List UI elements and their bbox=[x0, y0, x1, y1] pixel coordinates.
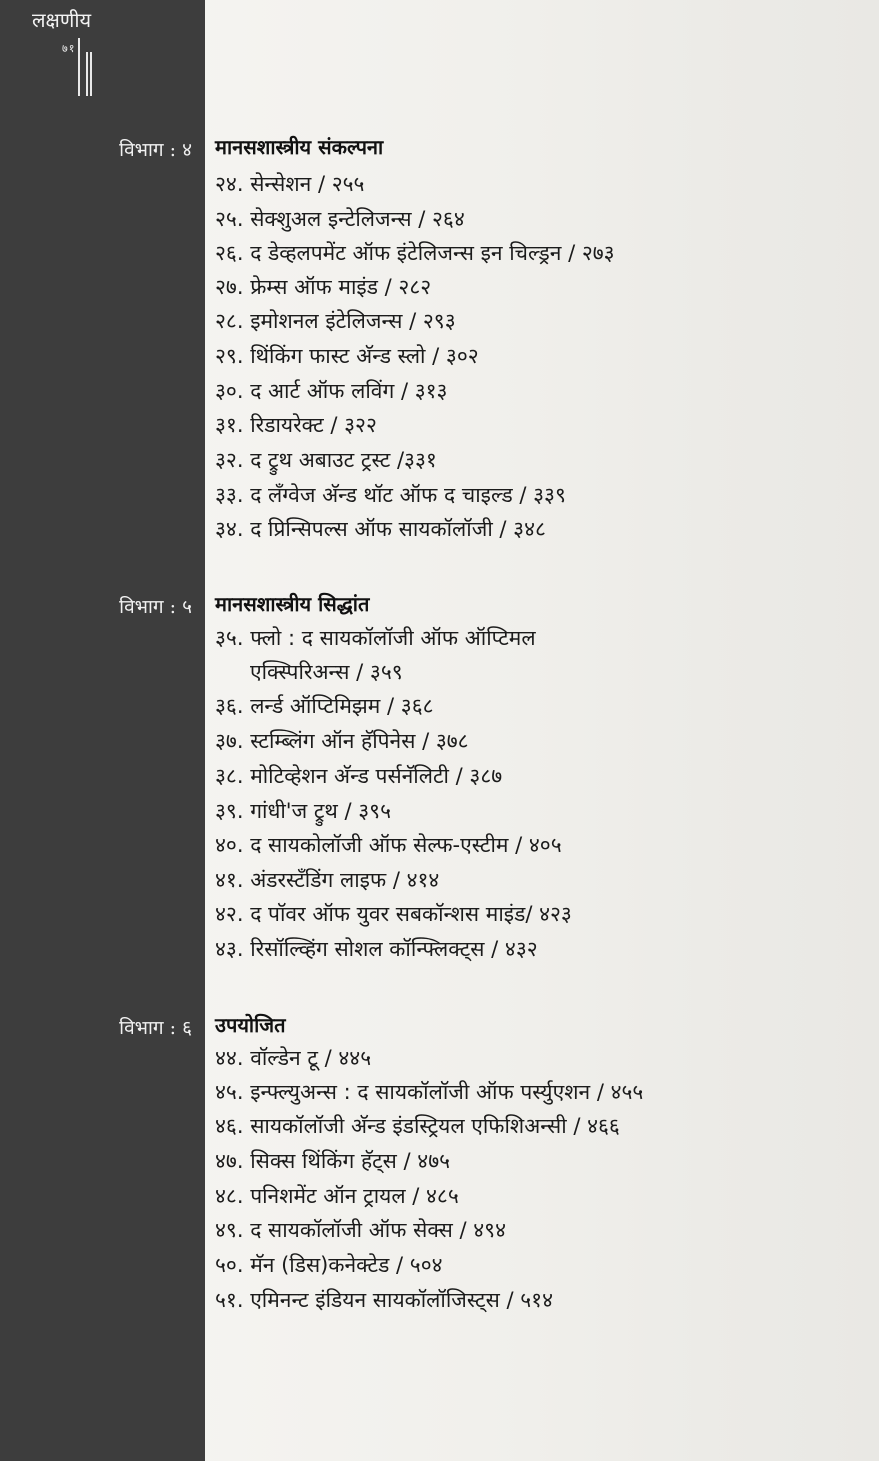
left-margin-band bbox=[0, 0, 205, 1461]
toc-entry: ३६. लर्न्ड ऑप्टिमिझम / ३६८ bbox=[215, 694, 434, 718]
section-title: मानसशास्त्रीय सिद्धांत bbox=[215, 592, 370, 616]
toc-entry: ४२. द पॉवर ऑफ युवर सबकॉन्शस माइंड/ ४२३ bbox=[215, 902, 572, 926]
toc-entry: ३३. द लँग्वेज अ‍ॅन्ड थॉट ऑफ द चाइल्ड / ३३९ bbox=[215, 483, 566, 507]
toc-entry: ३७. स्टम्ब्लिंग ऑन हॅपिनेस / ३७८ bbox=[215, 729, 469, 753]
toc-entry: ४६. सायकॉलॉजी अ‍ॅन्ड इंडस्ट्रियल एफिशिअन्सी / ४६६ bbox=[215, 1114, 620, 1138]
book-logo: लक्षणीय bbox=[32, 8, 92, 32]
toc-entry: २९. थिंकिंग फास्ट अ‍ॅन्ड स्लो / ३०२ bbox=[215, 344, 479, 368]
toc-entry-continuation: एक्स्पिरिअन्स / ३५९ bbox=[250, 660, 403, 684]
logo-rule bbox=[90, 52, 92, 96]
toc-entry: ३४. द प्रिन्सिपल्स ऑफ सायकॉलॉजी / ३४८ bbox=[215, 517, 546, 541]
section-title: उपयोजित bbox=[215, 1013, 286, 1037]
logo-number: ७१ bbox=[62, 42, 76, 55]
toc-entry: ४५. इन्फ्ल्युअन्स : द सायकॉलॉजी ऑफ पर्स्युएशन / ४५५ bbox=[215, 1080, 644, 1104]
toc-entry: २८. इमोशनल इंटेलिजन्स / २९३ bbox=[215, 309, 456, 333]
toc-entry: ४७. सिक्स थिंकिंग हॅट्स / ४७५ bbox=[215, 1149, 451, 1173]
section-label: विभाग : ४ bbox=[119, 139, 192, 161]
toc-entry: ३९. गांधी'ज ट्रुथ / ३९५ bbox=[215, 799, 392, 823]
toc-entry: ४३. रिसॉल्व्हिंग सोशल कॉन्फ्लिक्ट्स / ४३२ bbox=[215, 937, 538, 961]
toc-entry: ४१. अंडरस्टँडिंग लाइफ / ४१४ bbox=[215, 868, 440, 892]
section-label: विभाग : ६ bbox=[119, 1017, 192, 1039]
toc-entry: ३५. फ्लो : द सायकॉलॉजी ऑफ ऑप्टिमल bbox=[215, 626, 536, 650]
toc-entry: २५. सेक्शुअल इन्टेलिजन्स / २६४ bbox=[215, 207, 465, 231]
toc-entry: ४०. द सायकोलॉजी ऑफ सेल्फ-एस्टीम / ४०५ bbox=[215, 833, 562, 857]
toc-entry: ३२. द ट्रुथ अबाउट ट्रस्ट /३३१ bbox=[215, 448, 437, 472]
section-title: मानसशास्त्रीय संकल्पना bbox=[215, 135, 384, 159]
toc-entry: ५१. एमिनन्ट इंडियन सायकॉलॉजिस्ट्स / ५१४ bbox=[215, 1288, 554, 1312]
logo-rule bbox=[78, 38, 80, 96]
toc-entry: २७. फ्रेम्स ऑफ माइंड / २८२ bbox=[215, 275, 432, 299]
section-label: विभाग : ५ bbox=[119, 596, 192, 618]
toc-entry: ४४. वॉल्डेन टू / ४४५ bbox=[215, 1046, 372, 1070]
toc-entry: ३८. मोटिव्हेशन अ‍ॅन्ड पर्सनॅलिटी / ३८७ bbox=[215, 764, 503, 788]
toc-entry: ३१. रिडायरेक्ट / ३२२ bbox=[215, 413, 377, 437]
toc-entry: ५०. मॅन (डिस)कनेक्टेड / ५०४ bbox=[215, 1253, 443, 1277]
logo-rule bbox=[86, 52, 88, 96]
toc-entry: ३०. द आर्ट ऑफ लविंग / ३१३ bbox=[215, 379, 448, 403]
toc-entry: २६. द डेव्हलपमेंट ऑफ इंटेलिजन्स इन चिल्ड्रन / २७३ bbox=[215, 241, 615, 265]
toc-entry: २४. सेन्सेशन / २५५ bbox=[215, 172, 365, 196]
toc-entry: ४८. पनिशमेंट ऑन ट्रायल / ४८५ bbox=[215, 1184, 459, 1208]
toc-entry: ४९. द सायकॉलॉजी ऑफ सेक्स / ४९४ bbox=[215, 1218, 507, 1242]
